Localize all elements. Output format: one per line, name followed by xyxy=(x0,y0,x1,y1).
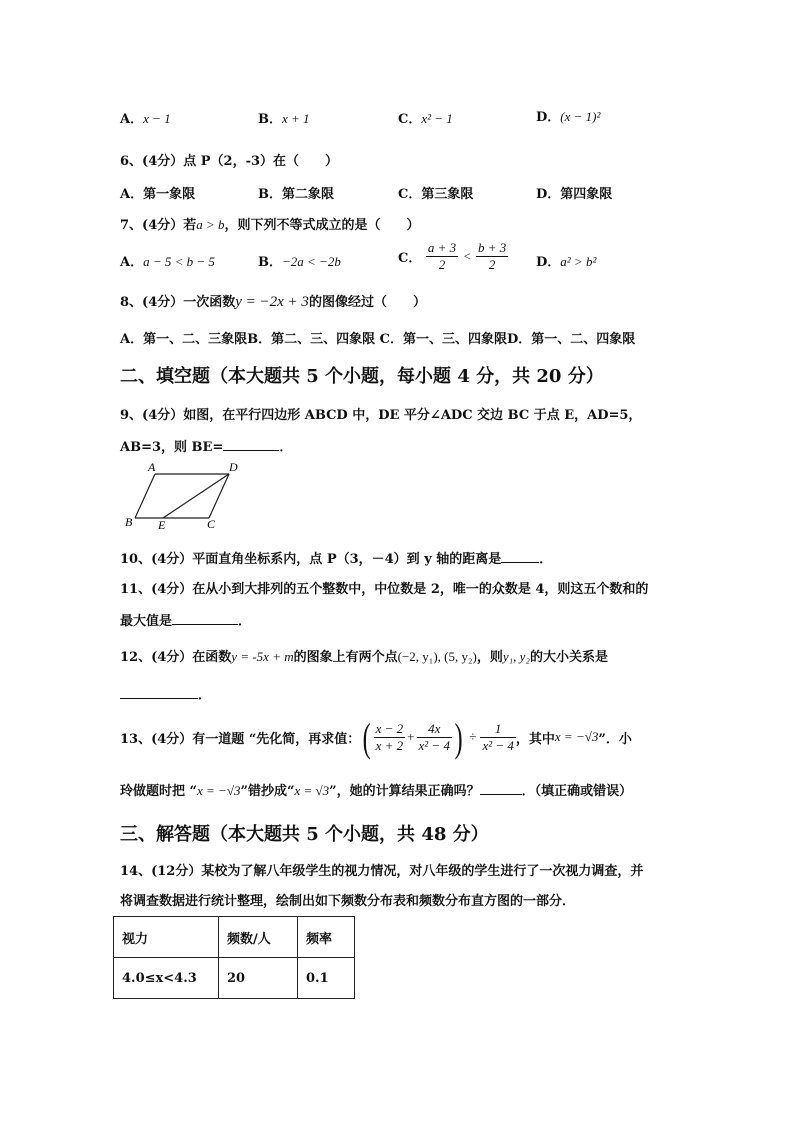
q11-stem-line2: 最大值是 ． xyxy=(120,614,252,629)
table-cell: 0.1 xyxy=(298,958,355,999)
q7-option-d: D．a² > b² xyxy=(536,254,597,270)
q6-option-d: D．第四象限 xyxy=(536,187,613,202)
table-header-cell: 频率 xyxy=(298,917,355,958)
table-header-cell: 频数/人 xyxy=(219,917,298,958)
q14-stem-line1: 14、(12分）某校为了解八年级学生的视力情况，对八年级的学生进行了一次视力调查，并 xyxy=(120,864,644,879)
parallelogram-figure xyxy=(118,458,248,534)
q6-stem: 6、(4分）点 P（2，-3）在（ ） xyxy=(120,154,339,169)
q12-stem: 12、(4分）在函数y = -5x + m的图象上有两个点(−2, y₁), (5, y₂)，则y₁, y₂的大小关系是 xyxy=(120,649,608,665)
q8-stem: 8、(4分）一次函数y = −2x + 3的图像经过（ ） xyxy=(120,294,426,310)
table-row xyxy=(114,958,355,999)
q6-option-a: A．第一象限 xyxy=(120,187,196,202)
label-a: A xyxy=(148,460,156,474)
q11-stem-line1: 11、(4分）在从小到大排列的五个整数中，中位数是 2，唯一的众数是 4，则这五个数和的 xyxy=(120,582,649,597)
section-title-fill-blank: 二、填空题（本大题共 5 个小题，每小题 4 分，共 20 分） xyxy=(120,366,604,387)
label-b: B xyxy=(125,515,133,529)
q13-stem-line2: 玲做题时把 “x = −√3”错抄成“x = √3”，她的计算结果正确吗？ ．（填正确或错误） xyxy=(120,783,633,799)
q8-options: A．第一、二、三象限B．第二、三、四象限 C．第一、三、四象限D．第一、二、四象限 xyxy=(120,332,636,347)
q10-stem: 10、(4分）平面直角坐标系内，点 P（3，－4）到 y 轴的距离是 ． xyxy=(120,552,553,567)
q13-stem-line1: 13、(4分）有一道题 “先化简，再求值： ( $\frac{x - 2}{x + 2}$ + $\frac{4x}{\text{x² − 4}}$ ) ÷ $\frac{1}{\text{x² − 4}}$ ，其中 x = −√3 ”．小 xyxy=(120,714,632,760)
table-header-row xyxy=(114,917,355,958)
segment-ab xyxy=(135,474,155,518)
fraction: $\frac{a + 3}{2}$ xyxy=(427,240,457,272)
q7-option-c: C． $\frac{a + 3}{2}$ < $\frac{b + 3}{2}$ xyxy=(398,240,507,272)
q5-option-a: A．x − 1 xyxy=(120,111,171,127)
label-c: C xyxy=(207,517,216,531)
table-cell: 4.0≤x<4.3 xyxy=(114,958,219,999)
label-e: E xyxy=(158,518,166,532)
label-d: D xyxy=(229,460,238,474)
q9-stem-line2: AB=3，则 BE= ． xyxy=(120,440,293,455)
q14-stem-line2: 将调查数据进行统计整理，绘制出如下频数分布表和频数分布直方图的一部分． xyxy=(120,894,576,909)
table-header-cell: 视力 xyxy=(114,917,219,958)
q7-stem: 7、(4分）若a > b，则下列不等式成立的是（ ） xyxy=(120,217,420,233)
fraction: $\frac{b + 3}{2}$ xyxy=(478,240,507,272)
fraction: $\frac{4x}{\text{x² − 4}}$ xyxy=(418,720,450,753)
frequency-table xyxy=(113,916,355,999)
q5-option-d: D．(x − 1)² xyxy=(536,109,601,125)
q5-option-c: C．x² − 1 xyxy=(398,111,453,127)
q9-stem-line1: 9、(4分）如图，在平行四边形 ABCD 中，DE 平分∠ADC 交边 BC 于点 E，AD=5， xyxy=(120,408,642,423)
q6-option-c: C．第三象限 xyxy=(398,187,474,202)
fraction: $\frac{x - 2}{x + 2}$ xyxy=(375,720,404,753)
fraction: $\frac{1}{\text{x² − 4}}$ xyxy=(482,720,514,753)
q7-option-a: A．a − 5 < b − 5 xyxy=(120,254,215,270)
q12-answer-line: ． xyxy=(120,684,211,703)
section-title-solutions: 三、解答题（本大题共 5 个小题，共 48 分） xyxy=(120,824,489,845)
q5-option-b: B．x + 1 xyxy=(258,111,310,127)
q7-option-b: B．−2a < −2b xyxy=(258,254,341,270)
q6-option-b: B．第二象限 xyxy=(258,187,334,202)
table-cell: 20 xyxy=(219,958,298,999)
